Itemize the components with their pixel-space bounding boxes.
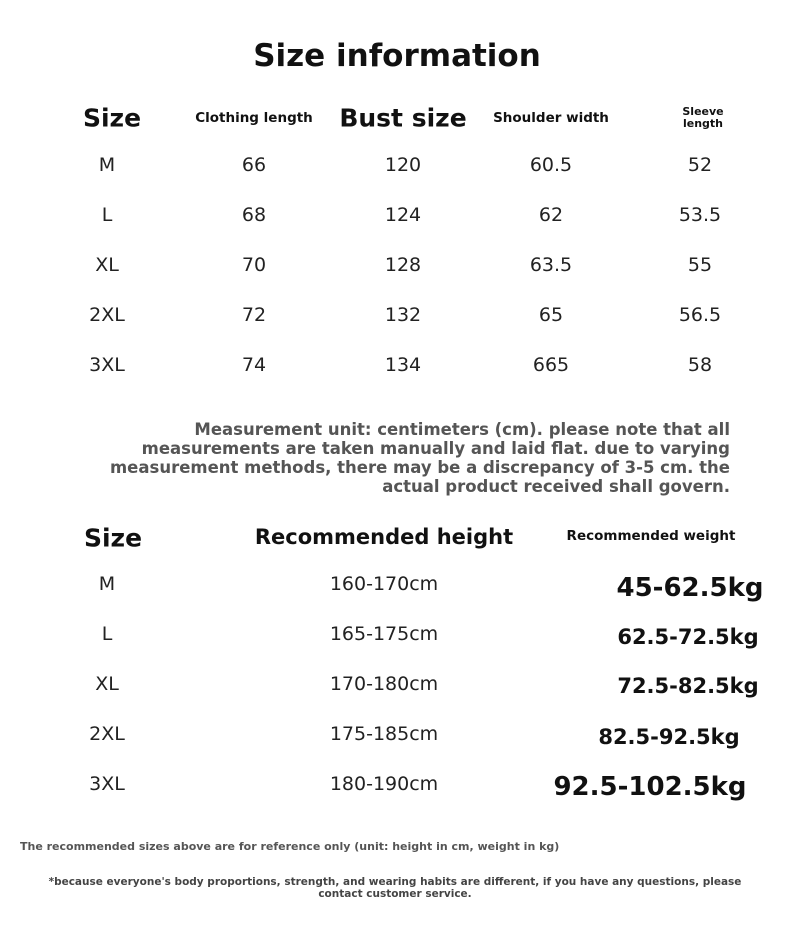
table-cell: 52: [687, 154, 713, 176]
table-cell: 58: [687, 354, 713, 376]
table-cell: 74: [241, 354, 267, 376]
header-shoulder-width: Shoulder width: [493, 110, 609, 126]
header-sleeve-length: Sleeve length: [682, 105, 724, 130]
table-cell: 3XL: [89, 354, 125, 376]
table-cell-weight: 82.5-92.5kg: [598, 725, 740, 749]
table-cell: 165-175cm: [329, 623, 439, 645]
table-cell: 160-170cm: [329, 573, 439, 595]
header-bust-size: Bust size: [339, 103, 467, 133]
table-cell: 56.5: [678, 304, 722, 326]
table-cell: 124: [384, 204, 422, 226]
table-cell: 65: [538, 304, 564, 326]
table-cell: 132: [384, 304, 422, 326]
page-title: Size information: [253, 38, 541, 74]
header-clothing-length: Clothing length: [195, 110, 313, 126]
table-cell: 665: [532, 354, 570, 376]
table-cell-weight: 72.5-82.5kg: [617, 674, 759, 698]
table-cell: 120: [384, 154, 422, 176]
table-cell-weight: 45-62.5kg: [616, 573, 764, 603]
table-cell: 53.5: [678, 204, 722, 226]
table-cell: 66: [241, 154, 267, 176]
table-cell: 128: [384, 254, 422, 276]
table-cell: 180-190cm: [329, 773, 439, 795]
table-cell: 2XL: [89, 304, 125, 326]
table-cell-weight: 92.5-102.5kg: [553, 772, 747, 802]
table-cell: 3XL: [89, 773, 125, 795]
table-cell: 175-185cm: [329, 723, 439, 745]
table-cell: 55: [687, 254, 713, 276]
table-cell: M: [98, 154, 116, 176]
header-recommended-weight: Recommended weight: [566, 528, 736, 544]
table-cell: 70: [241, 254, 267, 276]
disclaimer: *because everyone's body proportions, strength, and wearing habits are different, if you have any questions, please contact customer service.: [48, 876, 742, 900]
table-cell: M: [98, 573, 116, 595]
table-cell: 134: [384, 354, 422, 376]
table-cell: 2XL: [89, 723, 125, 745]
table-cell: 63.5: [529, 254, 573, 276]
table-cell: XL: [95, 673, 119, 695]
table-cell: 60.5: [529, 154, 573, 176]
table-cell: 72: [241, 304, 267, 326]
table-cell: 62: [538, 204, 564, 226]
table-cell: XL: [95, 254, 119, 276]
measurement-note: Measurement unit: centimeters (cm). please note that all measurements are taken manually and laid flat. due to varying measurement methods, there may be a discrepancy of 3-5 cm. the actual product received shall govern.: [109, 420, 730, 496]
table-cell-weight: 62.5-72.5kg: [617, 625, 759, 649]
table-cell: 68: [241, 204, 267, 226]
table-cell: L: [101, 623, 113, 645]
reference-note: The recommended sizes above are for reference only (unit: height in cm, weight in kg): [20, 840, 560, 853]
header-size: Size: [82, 103, 142, 133]
header-recommended-height: Recommended height: [254, 525, 514, 549]
table-cell: L: [101, 204, 113, 226]
header-size: Size: [83, 523, 143, 553]
table-cell: 170-180cm: [329, 673, 439, 695]
